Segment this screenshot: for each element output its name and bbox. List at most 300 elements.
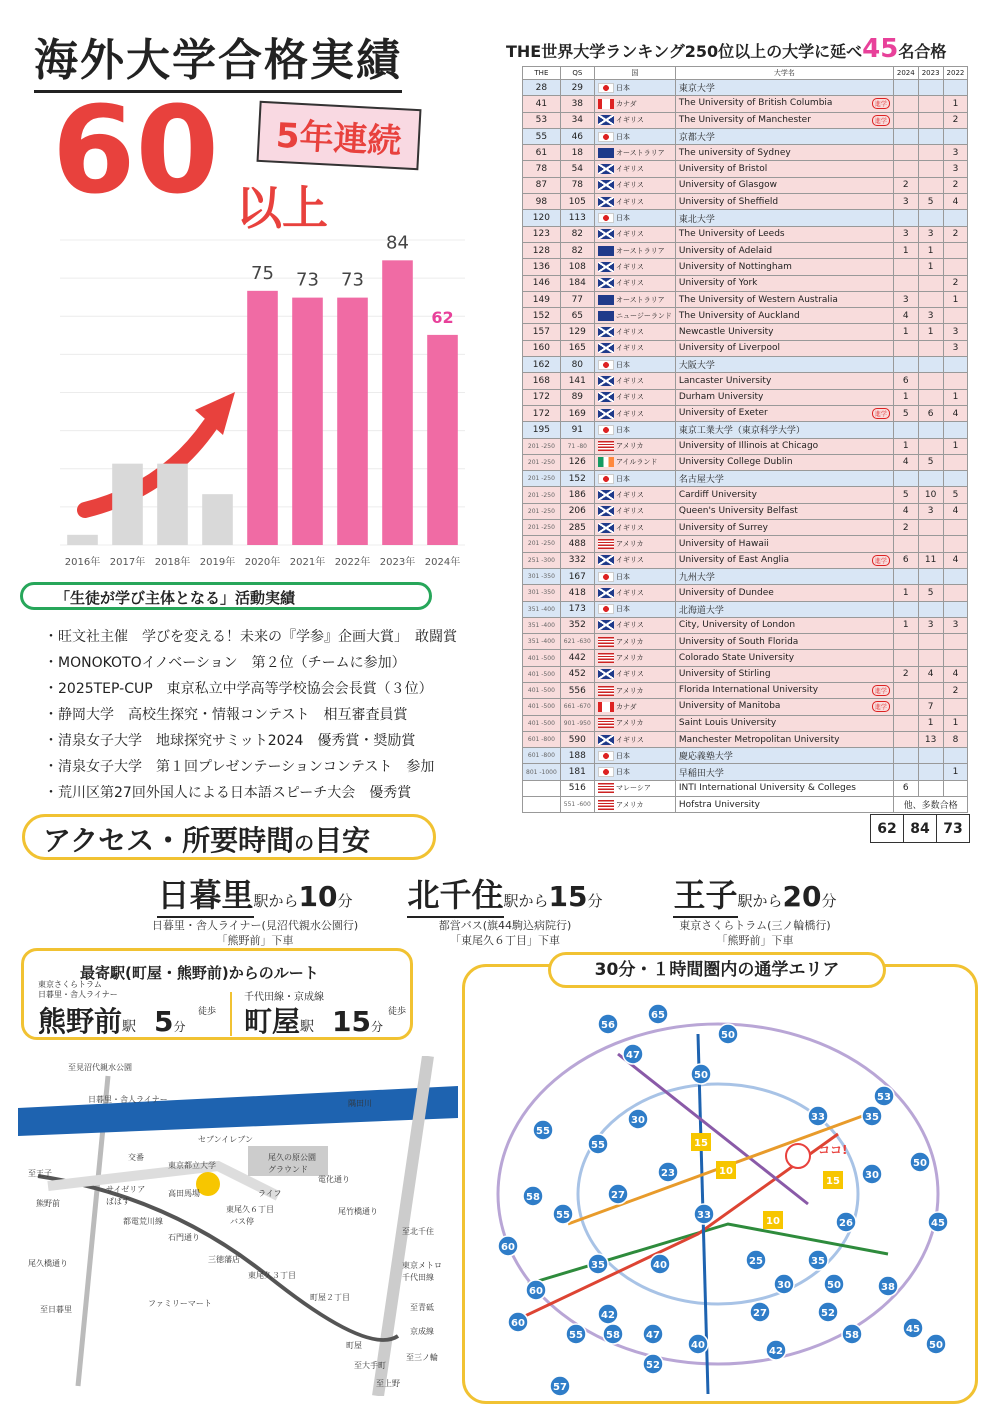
rank-2024: 6 (893, 373, 918, 389)
rank-the: 351 -400 (523, 634, 561, 650)
map-label: 至北千住 (402, 1227, 434, 1236)
rank-2022: 2 (943, 275, 968, 291)
transit-node-minutes: 55 (536, 1126, 550, 1137)
enrolled-badge: 進学 (872, 408, 890, 419)
rank-university: Colorado State University (675, 650, 893, 666)
rank-qs: 181 (560, 764, 594, 780)
transit-node-minutes: 10 (766, 1216, 780, 1227)
flag-icon (598, 229, 614, 239)
rank-2023: 1 (918, 324, 943, 340)
rank-the: 601 -800 (523, 748, 561, 764)
bar-label: 62 (431, 307, 454, 327)
rank-2022: 4 (943, 405, 968, 421)
rank-the: 351 -400 (523, 617, 561, 633)
rank-2023 (918, 650, 943, 666)
rank-2023 (918, 536, 943, 552)
flag-icon (598, 164, 614, 174)
rank-the: 157 (523, 324, 561, 340)
svg-text:ココ!: ココ! (818, 1143, 848, 1157)
x-tick-label: 2022年 (334, 557, 371, 568)
rank-row (523, 324, 968, 340)
total-2022: 73 (937, 815, 970, 843)
rank-the: 201 -250 (523, 536, 561, 552)
rank-row (523, 471, 968, 487)
rank-2022 (943, 128, 968, 144)
flag-icon (598, 457, 614, 467)
rank-row (523, 128, 968, 144)
rank-2023: 13 (918, 731, 943, 747)
rank-2024: 6 (893, 552, 918, 568)
rank-2023: 7 (918, 699, 943, 715)
rank-2022 (943, 357, 968, 373)
map-label: 東尾久６丁目 (226, 1205, 274, 1214)
rank-university: University of Exeter 進学 (675, 405, 893, 421)
enrolled-badge: 進学 (872, 115, 890, 126)
rank-2022: 3 (943, 617, 968, 633)
transit-node-minutes: 30 (865, 1170, 879, 1181)
transit-node-minutes: 55 (569, 1330, 583, 1341)
rank-row (523, 552, 968, 568)
rank-2022: 3 (943, 340, 968, 356)
flag-icon (598, 669, 614, 679)
total-2023: 84 (904, 815, 937, 843)
activity-item: ・静岡大学 高校生探究・情報コンテスト 相互審査員賞 (44, 707, 408, 723)
x-tick-label: 2024年 (424, 557, 461, 568)
transit-node-minutes: 60 (501, 1242, 515, 1253)
flag-icon (598, 506, 614, 516)
rank-country: イギリス (594, 177, 675, 193)
rank-country: イギリス (594, 259, 675, 275)
rank-2023 (918, 764, 943, 780)
flag-icon (598, 343, 614, 353)
rank-qs: 113 (560, 210, 594, 226)
rank-country: 日本 (594, 748, 675, 764)
transit-node-minutes: 50 (694, 1070, 708, 1081)
trend-arrow (85, 425, 210, 510)
map-label: 交番 (128, 1153, 144, 1162)
rank-qs: 126 (560, 454, 594, 470)
rank-2022 (943, 210, 968, 226)
rank-the: 160 (523, 340, 561, 356)
rank-row (523, 422, 968, 438)
flag-icon (598, 490, 614, 500)
rank-header: 2023 (918, 67, 943, 80)
rank-country: カナダ (594, 699, 675, 715)
rank-2023: 6 (918, 405, 943, 421)
rank-2022: 2 (943, 177, 968, 193)
x-tick-label: 2016年 (64, 557, 101, 568)
transit-node-minutes: 30 (777, 1280, 791, 1291)
rank-university: 早稲田大学 (675, 764, 893, 780)
activities-title: 「生徒が学び主体となる」活動実績 (20, 582, 432, 610)
rank-2022 (943, 80, 968, 96)
rank-country: 日本 (594, 471, 675, 487)
rank-2023 (918, 275, 943, 291)
rank-country: アメリカ (594, 715, 675, 731)
rank-qs: 165 (560, 340, 594, 356)
rank-header: QS (560, 67, 594, 80)
rank-row (523, 259, 968, 275)
rank-row (523, 291, 968, 307)
rank-2024: 4 (893, 308, 918, 324)
rank-country: イギリス (594, 503, 675, 519)
rank-2022: 1 (943, 291, 968, 307)
access-title: アクセス・所要時間の目安 (22, 814, 436, 860)
rank-2024: 4 (893, 454, 918, 470)
rank-the: 601 -800 (523, 731, 561, 747)
bar-label: 73 (341, 269, 364, 291)
rank-2023: 1 (918, 715, 943, 731)
rank-university: The university of Sydney (675, 145, 893, 161)
rank-the: 55 (523, 128, 561, 144)
rank-university: 北海道大学 (675, 601, 893, 617)
rank-row (523, 194, 968, 210)
enrolled-badge: 進学 (872, 685, 890, 696)
bar-2024年 (427, 335, 458, 545)
transit-map (468, 994, 973, 1399)
big-number-suffix: 以上 (236, 181, 328, 235)
rank-row (523, 780, 968, 796)
rank-the: 136 (523, 259, 561, 275)
transit-node-minutes: 50 (827, 1280, 841, 1291)
enrolled-badge: 進学 (872, 555, 890, 566)
rank-row (523, 112, 968, 128)
rank-qs: 82 (560, 242, 594, 258)
transit-node-minutes: 15 (694, 1138, 708, 1149)
rank-2024: 1 (893, 438, 918, 454)
rank-2022 (943, 634, 968, 650)
rank-qs: 173 (560, 601, 594, 617)
transit-node-minutes: 33 (697, 1210, 711, 1221)
rank-2024 (893, 112, 918, 128)
rank-qs: 488 (560, 536, 594, 552)
enrolled-badge: 進学 (872, 701, 890, 712)
flag-icon (598, 441, 614, 451)
rank-2022: 4 (943, 194, 968, 210)
rank-other: 他、多数合格 (893, 797, 967, 813)
rank-2023 (918, 96, 943, 112)
flag-icon (598, 376, 614, 386)
flag-icon (598, 523, 614, 533)
rank-2022: 1 (943, 764, 968, 780)
rank-2024 (893, 128, 918, 144)
map-label: 至上野 (376, 1379, 400, 1388)
rank-country: 日本 (594, 80, 675, 96)
rank-2024: 2 (893, 520, 918, 536)
rank-the: 401 -500 (523, 699, 561, 715)
rank-qs: 206 (560, 503, 594, 519)
rank-2023 (918, 177, 943, 193)
rank-country: 日本 (594, 601, 675, 617)
transit-node-minutes: 30 (631, 1115, 645, 1126)
flag-icon (598, 702, 614, 712)
rank-qs: 152 (560, 471, 594, 487)
rank-2024 (893, 731, 918, 747)
rank-country: イギリス (594, 520, 675, 536)
rank-qs: 77 (560, 291, 594, 307)
rank-2023: 3 (918, 308, 943, 324)
rank-2024 (893, 422, 918, 438)
rank-2023: 11 (918, 552, 943, 568)
map-label: 高田馬場 (168, 1189, 200, 1198)
rank-country: 日本 (594, 568, 675, 584)
rank-row (523, 617, 968, 633)
rank-2024 (893, 145, 918, 161)
rank-the: 41 (523, 96, 561, 112)
route-right-lines: 千代田線・京成線 (244, 992, 324, 1003)
rank-2024 (893, 764, 918, 780)
rank-2024: 1 (893, 389, 918, 405)
rank-qs: 184 (560, 275, 594, 291)
rank-2023: 4 (918, 666, 943, 682)
rank-university: 東京工業大学（東京科学大学） (675, 422, 893, 438)
rank-qs: 621 -630 (560, 634, 594, 650)
rank-2022: 2 (943, 226, 968, 242)
rank-2023 (918, 161, 943, 177)
rank-row (523, 308, 968, 324)
rank-2023 (918, 80, 943, 96)
rank-the: 401 -500 (523, 682, 561, 698)
rank-qs: 34 (560, 112, 594, 128)
transit-node-minutes: 50 (913, 1158, 927, 1169)
rank-2022: 3 (943, 145, 968, 161)
rank-row (523, 715, 968, 731)
rank-row (523, 682, 968, 698)
rank-qs: 89 (560, 389, 594, 405)
rank-2023 (918, 601, 943, 617)
rank-2024 (893, 650, 918, 666)
rank-university: University of Bristol (675, 161, 893, 177)
rank-2024: 2 (893, 177, 918, 193)
rank-2024: 1 (893, 617, 918, 633)
rank-row (523, 454, 968, 470)
rank-qs: 80 (560, 357, 594, 373)
rank-2022 (943, 536, 968, 552)
rank-university: Lancaster University (675, 373, 893, 389)
ranking-title: THE世界大学ランキング250位以上の大学に延べ45名合格 (506, 34, 947, 64)
map-label: 日暮里・舎人ライナー (88, 1095, 168, 1104)
rank-university: University of Glasgow (675, 177, 893, 193)
rank-row (523, 210, 968, 226)
rank-2023 (918, 145, 943, 161)
rank-row (523, 650, 968, 666)
flag-icon (598, 115, 614, 125)
transit-node-minutes: 58 (606, 1330, 620, 1341)
flag-icon (598, 572, 614, 582)
rank-2022 (943, 568, 968, 584)
bar-2020年 (247, 291, 278, 545)
rank-2022 (943, 308, 968, 324)
rank-country: 日本 (594, 210, 675, 226)
rank-the (523, 797, 561, 813)
map-label: 至王子 (28, 1169, 52, 1178)
rank-row (523, 242, 968, 258)
rank-2023 (918, 520, 943, 536)
flag-icon (598, 425, 614, 435)
flag-icon (598, 295, 614, 305)
rank-2023: 5 (918, 194, 943, 210)
rank-2022: 3 (943, 161, 968, 177)
streak-badge: 5年連続 (257, 101, 422, 170)
rank-qs: 54 (560, 161, 594, 177)
rank-university: University of Stirling (675, 666, 893, 682)
rank-qs: 551 -600 (560, 797, 594, 813)
rank-2024 (893, 715, 918, 731)
rank-university: University of Liverpool (675, 340, 893, 356)
map-label: バス停 (230, 1217, 254, 1226)
route-walk-right: 徒歩 (388, 1007, 407, 1017)
transit-node-minutes: 52 (821, 1308, 835, 1319)
transit-node-minutes: 58 (526, 1192, 540, 1203)
map-label: 電化通り (318, 1175, 350, 1184)
map-label: 東京メトロ (402, 1261, 442, 1270)
map-label: ぱぱす (106, 1197, 130, 1206)
rank-2023 (918, 438, 943, 454)
rank-university: 慶応義塾大学 (675, 748, 893, 764)
rank-country: アメリカ (594, 536, 675, 552)
rank-university: Manchester Metropolitan University (675, 731, 893, 747)
rank-row (523, 340, 968, 356)
rank-the: 201 -250 (523, 487, 561, 503)
rank-country: イギリス (594, 275, 675, 291)
rank-qs: 352 (560, 617, 594, 633)
rank-university: 京都大学 (675, 128, 893, 144)
station-oji: 王子駅から20分 東京さくらトラム(三ノ輪橋行) 「熊野前」下車 (650, 870, 860, 948)
rank-2024 (893, 259, 918, 275)
rank-country: ニュージーランド (594, 308, 675, 324)
rank-university: Florida International University 進学 (675, 682, 893, 698)
transit-node-minutes: 65 (651, 1010, 665, 1021)
transit-node-minutes: 40 (653, 1260, 667, 1271)
flag-icon (598, 783, 614, 793)
activity-item: ・清泉女子大学 地球探究サミット2024 優秀賞・奨励賞 (44, 733, 416, 749)
rank-country: アイルランド (594, 454, 675, 470)
map-label: 都電荒川線 (123, 1217, 163, 1226)
rank-qs: 78 (560, 177, 594, 193)
rank-qs: 169 (560, 405, 594, 421)
map-label: グラウンド (268, 1165, 308, 1174)
rank-row (523, 226, 968, 242)
rank-university: The University of Leeds (675, 226, 893, 242)
rank-row (523, 96, 968, 112)
rank-country: イギリス (594, 373, 675, 389)
transit-node-minutes: 27 (753, 1308, 767, 1319)
rank-the: 162 (523, 357, 561, 373)
map-label: 京成線 (410, 1327, 434, 1336)
rank-row (523, 585, 968, 601)
rank-the: 128 (523, 242, 561, 258)
rank-country: イギリス (594, 194, 675, 210)
rank-row (523, 634, 968, 650)
flag-icon (598, 311, 614, 321)
rank-2024 (893, 536, 918, 552)
rank-the: 201 -250 (523, 454, 561, 470)
rank-university: University of Manitoba 進学 (675, 699, 893, 715)
rank-row (523, 520, 968, 536)
map-label: 尾久の原公園 (268, 1153, 316, 1162)
x-tick-label: 2023年 (379, 557, 416, 568)
transit-node-minutes: 38 (881, 1282, 895, 1293)
flag-icon (598, 588, 614, 598)
x-tick-label: 2020年 (244, 557, 281, 568)
flag-icon (598, 686, 614, 696)
flag-icon (598, 83, 614, 93)
bar-2016年 (67, 535, 98, 545)
transit-node-minutes: 47 (626, 1050, 640, 1061)
rank-university: University of South Florida (675, 634, 893, 650)
rank-university: University of Illinois at Chicago (675, 438, 893, 454)
rank-the: 401 -500 (523, 650, 561, 666)
flag-icon (598, 555, 614, 565)
route-title: 最寄駅(町屋・熊野前)からのルート (80, 964, 319, 982)
rank-2024: 6 (893, 780, 918, 796)
rank-university: University College Dublin (675, 454, 893, 470)
map-label: ライフ (258, 1189, 282, 1198)
page-title: 海外大学合格実績 (34, 24, 402, 93)
rank-2022: 2 (943, 682, 968, 698)
map-label: 至大手町 (354, 1361, 386, 1370)
rank-2022 (943, 373, 968, 389)
map-label: 千代田線 (402, 1273, 434, 1282)
rank-university: University of Dundee (675, 585, 893, 601)
rank-2023: 5 (918, 454, 943, 470)
station-kitasenju: 北千住駅から15分 都営バス(旗44駒込病院行) 「東尾久６丁目」下車 (390, 870, 620, 948)
rank-2023 (918, 780, 943, 796)
rank-row (523, 601, 968, 617)
rank-university: Saint Louis University (675, 715, 893, 731)
map-label: 石門通り (168, 1233, 200, 1242)
transit-node-minutes: 55 (556, 1210, 570, 1221)
transit-node-minutes: 60 (511, 1318, 525, 1329)
rank-university: University of Nottingham (675, 259, 893, 275)
rank-qs: 65 (560, 308, 594, 324)
rank-country: 日本 (594, 357, 675, 373)
rank-2024: 2 (893, 666, 918, 682)
rank-university: Durham University (675, 389, 893, 405)
rank-row (523, 373, 968, 389)
rank-header: 2022 (943, 67, 968, 80)
rank-2023 (918, 291, 943, 307)
rank-the: 28 (523, 80, 561, 96)
rank-the: 87 (523, 177, 561, 193)
rank-2022 (943, 242, 968, 258)
rank-2022: 3 (943, 324, 968, 340)
rank-the: 401 -500 (523, 666, 561, 682)
rank-country: 日本 (594, 422, 675, 438)
map-label: 東尾久３丁目 (248, 1271, 296, 1280)
transit-node-minutes: 60 (529, 1286, 543, 1297)
flag-icon (598, 197, 614, 207)
flag-icon (598, 213, 614, 223)
rank-2023 (918, 634, 943, 650)
rank-2023: 1 (918, 259, 943, 275)
transit-node-minutes: 55 (591, 1140, 605, 1151)
rank-qs: 418 (560, 585, 594, 601)
rank-the: 53 (523, 112, 561, 128)
transit-node-minutes: 23 (661, 1168, 675, 1179)
rank-qs: 167 (560, 568, 594, 584)
rank-university: 東北大学 (675, 210, 893, 226)
rank-2022 (943, 601, 968, 617)
rank-2024 (893, 682, 918, 698)
flag-icon (598, 653, 614, 663)
transit-node-minutes: 35 (811, 1256, 825, 1267)
rank-2023: 5 (918, 585, 943, 601)
enrolled-badge: 進学 (872, 98, 890, 109)
rank-row (523, 731, 968, 747)
flag-icon (598, 637, 614, 647)
rank-row (523, 389, 968, 405)
